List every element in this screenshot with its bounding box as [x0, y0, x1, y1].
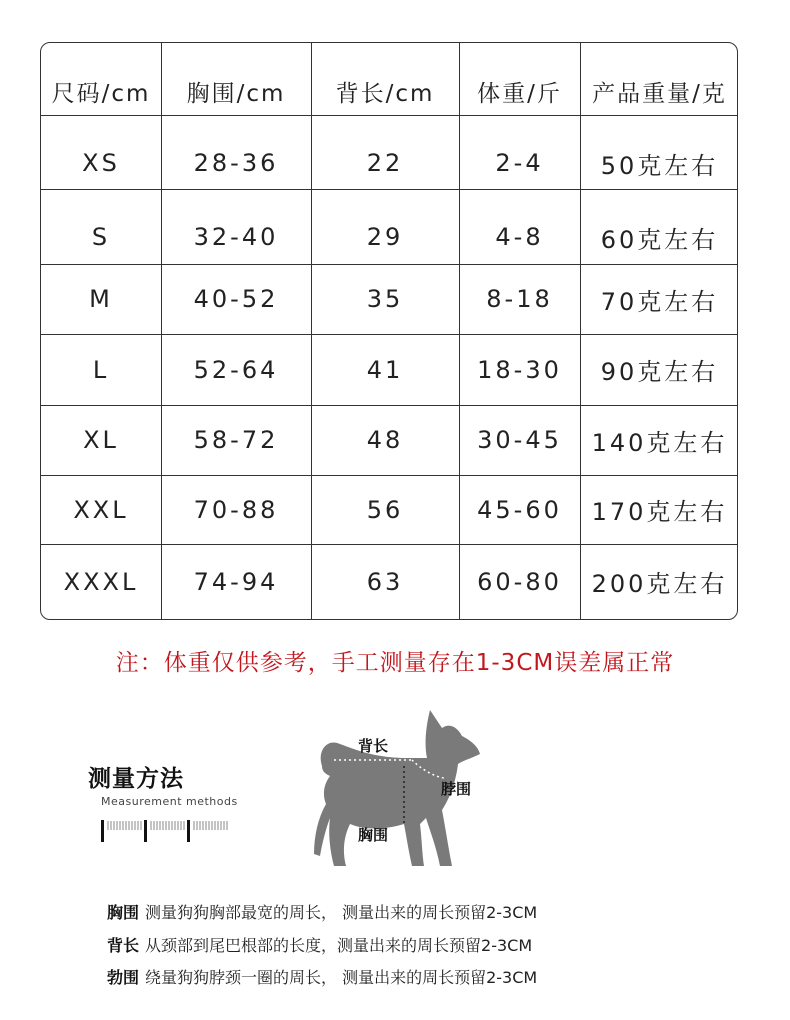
table-cell-size: S: [91, 223, 111, 251]
header-chest: 胸围/cm: [186, 80, 286, 107]
table-cell-product-weight: 60克左右: [600, 225, 719, 254]
table-cell-chest: 40-52: [193, 285, 279, 313]
desc-key: 背长: [107, 936, 140, 955]
header-back-length: 背长/cm: [335, 80, 435, 107]
desc-chest: [107, 900, 537, 923]
table-cell-weight: 2-4: [495, 149, 544, 177]
table-cell-product-weight: 170克左右: [591, 498, 728, 526]
table-cell-chest: 74-94: [193, 567, 279, 596]
table-cell-size: XL: [83, 426, 119, 454]
table-cell-chest: 58-72: [193, 426, 279, 454]
table-cell-back: 41: [366, 355, 404, 384]
desc-text: 绕量狗狗脖颈一圈的周长， 测量出来的周长预留2-3CM: [145, 968, 538, 987]
method-subtitle: Measurement methods: [101, 795, 238, 808]
table-cell-size: XXL: [73, 495, 129, 524]
dog-label-chest: 胸围: [358, 826, 389, 844]
table-cell-product-weight: 50克左右: [600, 151, 719, 180]
desc-back: [107, 933, 532, 956]
table-cell-weight: 60-80: [477, 567, 562, 596]
table-cell-back: 48: [366, 426, 404, 454]
table-cell-back: 22: [366, 149, 404, 177]
table-cell-back: 56: [366, 495, 404, 524]
header-size: 尺码/cm: [51, 80, 151, 107]
table-cell-weight: 8-18: [486, 285, 553, 313]
table-cell-weight: 18-30: [477, 355, 562, 384]
table-cell-chest: 52-64: [193, 355, 279, 384]
table-cell-chest: 28-36: [193, 149, 279, 177]
desc-text: 从颈部到尾巴根部的长度，测量出来的周长预留2-3CM: [145, 936, 533, 955]
table-cell-chest: 70-88: [193, 495, 279, 524]
table-cell-size: XXXL: [63, 567, 139, 596]
table-cell-size: L: [92, 355, 110, 384]
table-cell-product-weight: 70克左右: [600, 287, 719, 316]
method-title: 测量方法: [88, 766, 184, 792]
table-cell-weight: 45-60: [477, 495, 562, 524]
dog-label-neck: 脖围: [441, 780, 472, 798]
desc-text: 测量狗狗胸部最宽的周长， 测量出来的周长预留2-3CM: [145, 903, 538, 922]
table-cell-weight: 4-8: [495, 223, 544, 251]
ruler-icon: [101, 818, 241, 844]
table-cell-back: 35: [366, 285, 404, 313]
header-product-weight: 产品重量/克: [592, 80, 727, 107]
desc-neck: [107, 965, 537, 988]
weight-note: 注：体重仅供参考，手工测量存在1-3CM误差属正常: [115, 650, 675, 676]
size-table: [40, 42, 738, 620]
table-cell-size: M: [89, 285, 113, 313]
header-weight: 体重/斤: [477, 80, 562, 107]
table-cell-back: 29: [366, 223, 404, 251]
table-cell-chest: 32-40: [193, 223, 279, 251]
table-cell-weight: 30-45: [477, 426, 562, 454]
desc-key: 勃围: [107, 968, 140, 987]
desc-key: 胸围: [107, 903, 140, 922]
table-cell-product-weight: 90克左右: [600, 358, 719, 386]
table-cell-back: 63: [366, 567, 404, 596]
table-cell-size: XS: [82, 149, 120, 177]
table-cell-product-weight: 140克左右: [591, 428, 728, 457]
dog-label-back: 背长: [358, 737, 389, 755]
table-cell-product-weight: 200克左右: [591, 570, 728, 598]
